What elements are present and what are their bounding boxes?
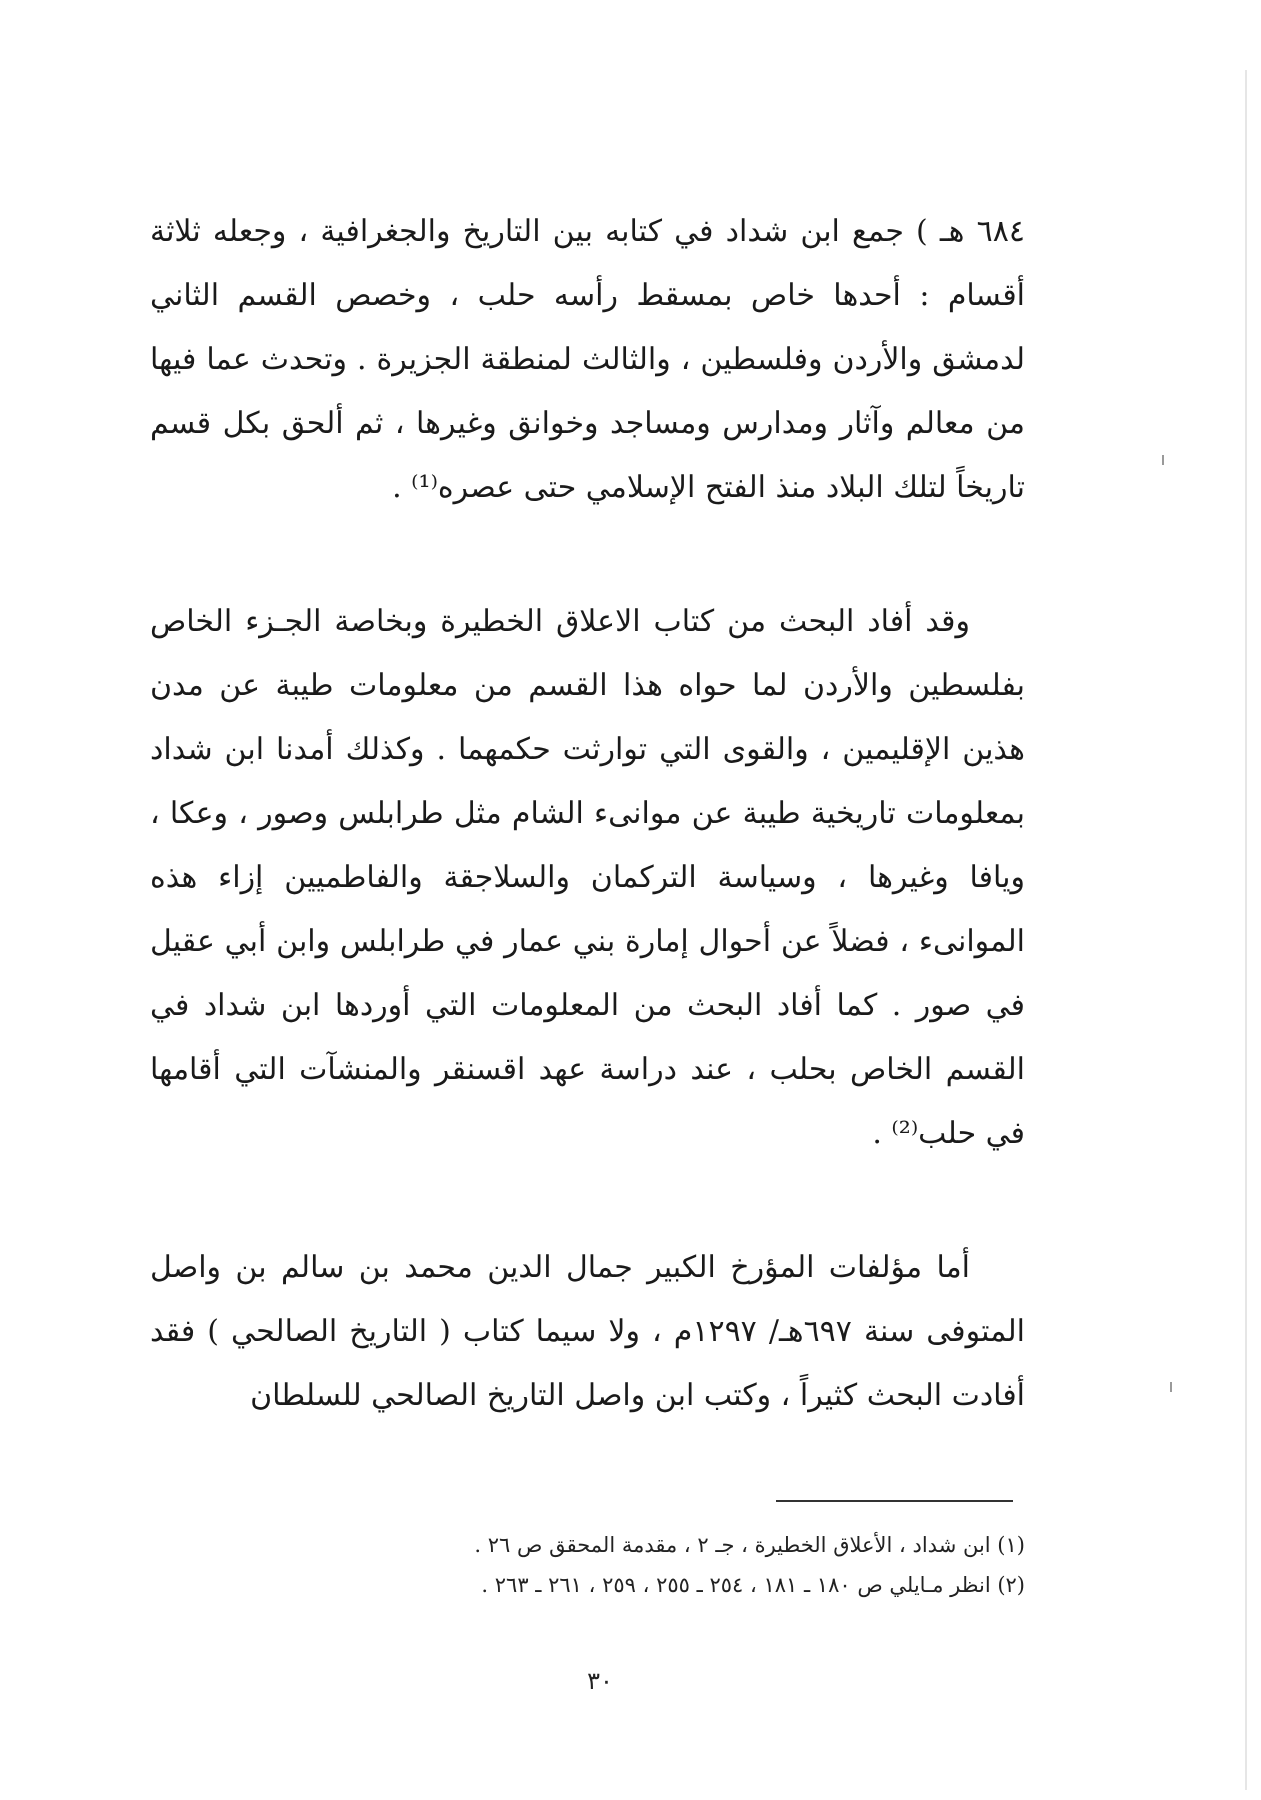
footnote: (٢) انظر مـايلي ص ١٨٠ ـ ١٨١ ، ٢٥٤ ـ ٢٥٥ ، ٢٥٩ ، ٢٦١ ـ ٢٦٣ .	[481, 1573, 1025, 1597]
paragraph: أما مؤلفات المؤرخ الكبير جمال الدين محمد بن سالم بن واصل المتوفى سنة ٦٩٧هـ/ ١٢٩٧م ، ولا سيما كتاب ( التاريخ الصالحي ) فقد أفادت البحث كثيراً ، وكتب ابن واصل التاريخ الصالحي للسلطان	[150, 1250, 1025, 1413]
scan-edge-line	[1245, 70, 1247, 1790]
footnote-separator	[776, 1500, 1013, 1502]
page-number: ٣٠	[587, 1667, 613, 1695]
footnotes	[150, 1525, 1025, 1605]
paragraph: ٦٨٤ هـ ) جمع ابن شداد في كتابه بين التاريخ والجغرافية ، وجعله ثلاثة أقسام : أحدها خاص بمسقط رأسه حلب ، وخصص القسم الثاني لدمشق والأردن وفلسطين ، والثالث لمنطقة الجزيرة . وتحدث عما فيها من معالم وآثار ومدارس ومساجد وخوانق وغيرها ، ثم ألحق بكل قسم تاريخاً لتلك البلاد منذ الفتح الإسلامي حتى عصره⁽¹⁾ .	[150, 214, 1025, 505]
footnote: (١) ابن شداد ، الأعلاق الخطيرة ، جـ ٢ ، مقدمة المحقق ص ٢٦ .	[474, 1533, 1025, 1557]
page-body	[150, 200, 1025, 1428]
scan-speck	[1162, 455, 1164, 465]
paragraph: وقد أفاد البحث من كتاب الاعلاق الخطيرة وبخاصة الجـزء الخاص بفلسطين والأردن لما حواه هذا القسم من معلومات طيبة عن مدن هذين الإقليمين ، والقوى التي توارثت حكمهما . وكذلك أمدنا ابن شداد بمعلومات تاريخية طيبة عن موانىء الشام مثل طرابلس وصور ، وعكا ، ويافا وغيرها ، وسياسة التركمان والسلاجقة والفاطميين إزاء هذه الموانىء ، فضلاً عن أحوال إمارة بني عمار في طرابلس وابن أبي عقيل في صور . كما أفاد البحث من المعلومات التي أوردها ابن شداد في القسم الخاص بحلب ، عند دراسة عهد اقسنقر والمنشآت التي أقامها في حلب⁽²⁾ .	[150, 604, 1025, 1151]
scan-speck	[1170, 1382, 1172, 1392]
